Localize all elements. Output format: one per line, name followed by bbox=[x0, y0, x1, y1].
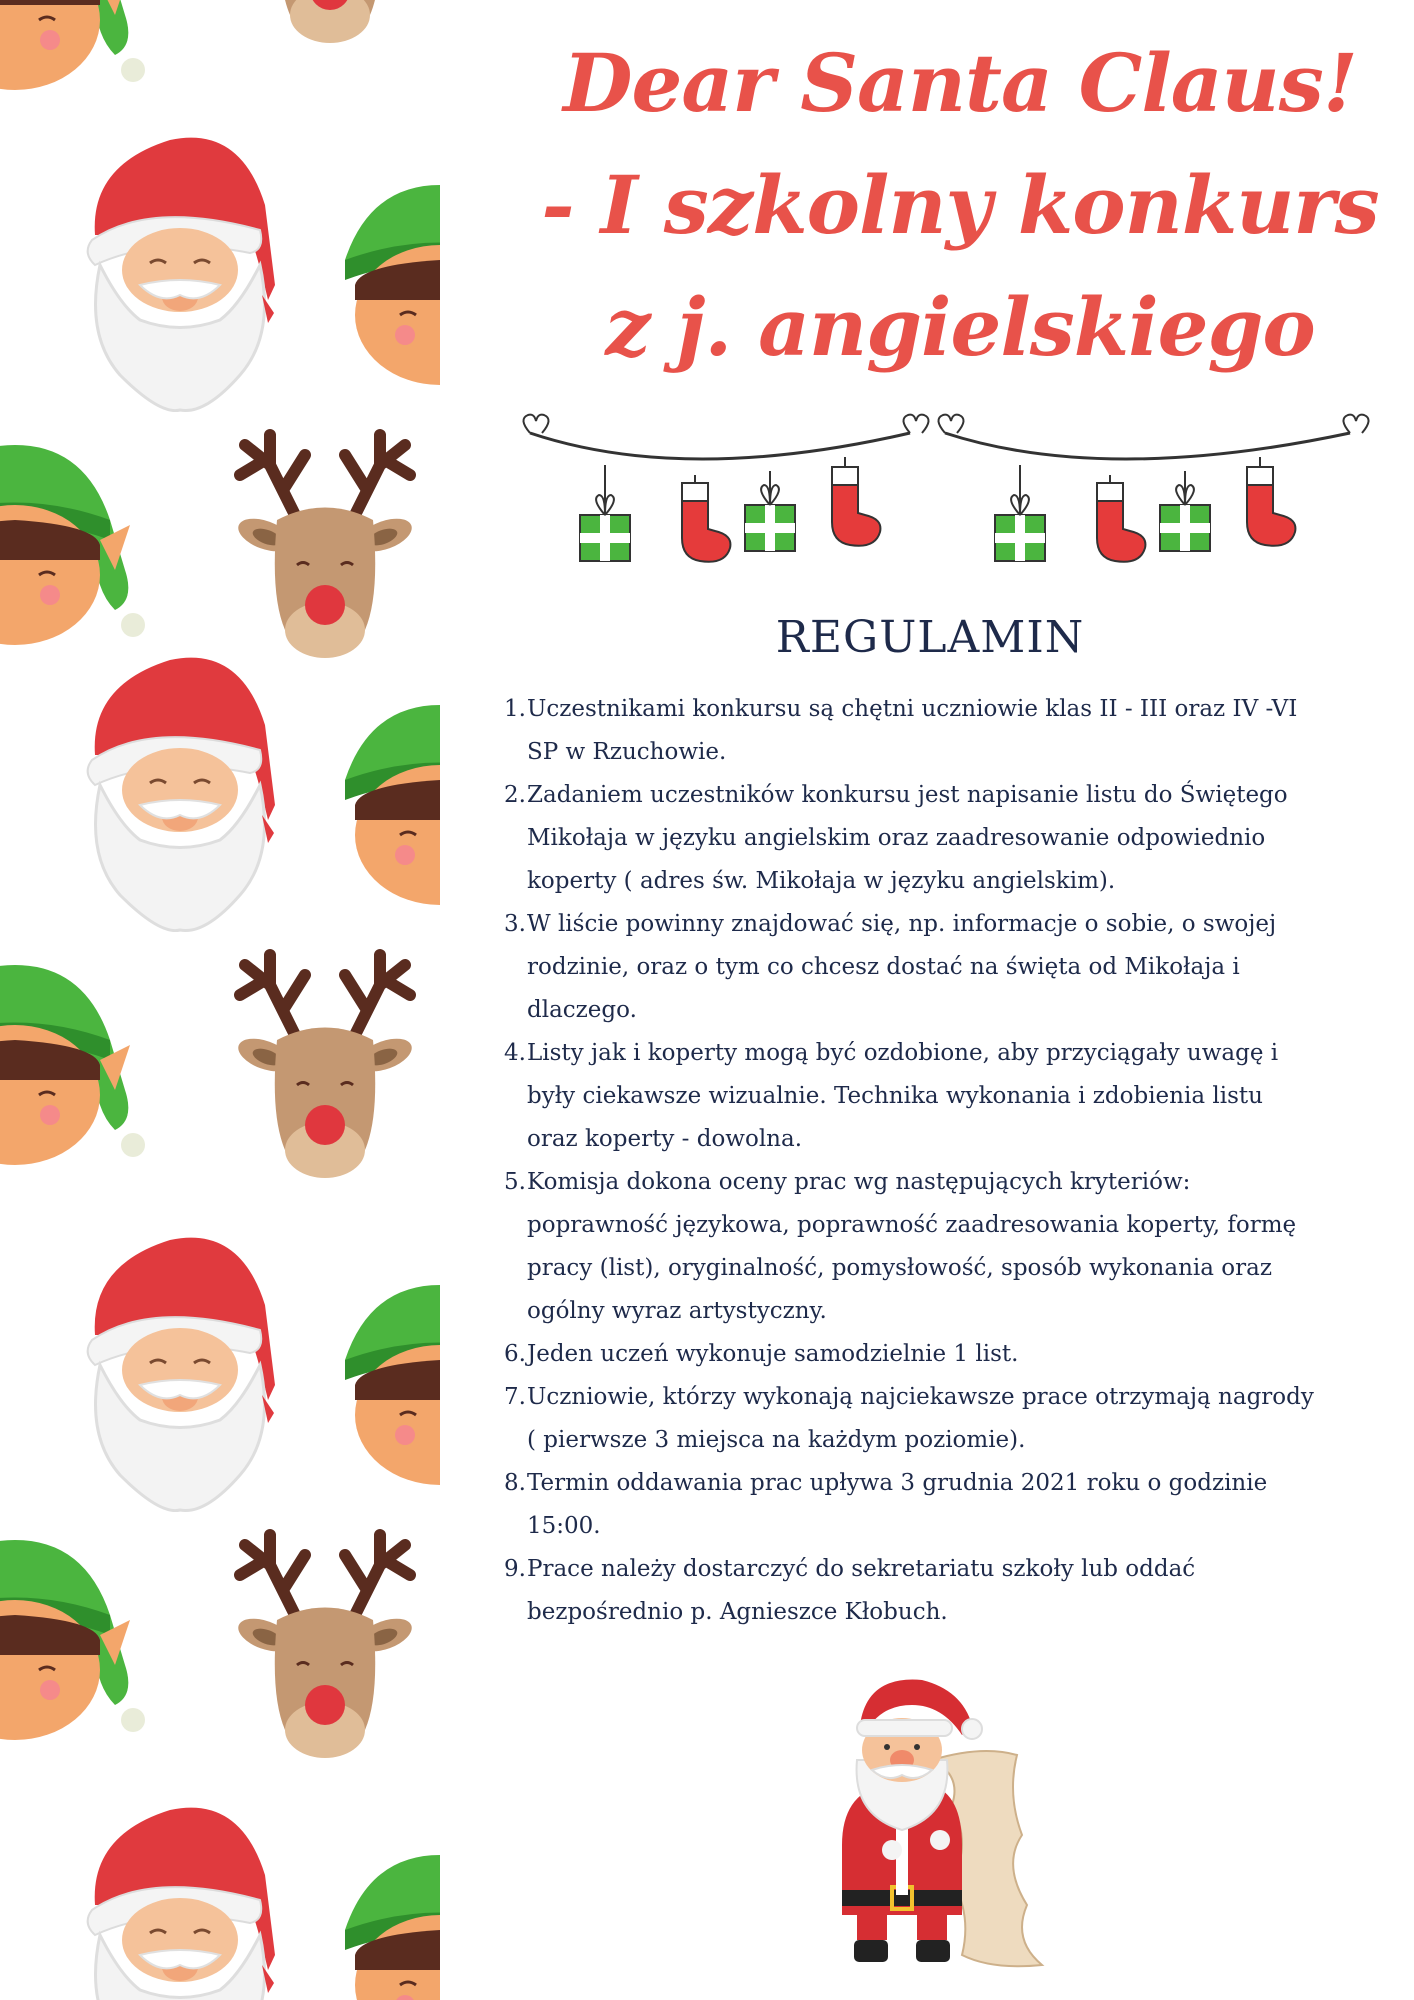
rule-text: Komisja dokona oceny prac wg następujących kryteriów: poprawność językowa, poprawność zaadresowania koperty, formę pracy (list), oryginalność, pomysłowość, sposób wykonania oraz ogólny wyraz artystyczny. bbox=[527, 1169, 1297, 1324]
rule-text: Uczestnikami konkursu są chętni uczniowie klas II - III oraz IV -VI SP w Rzuchowie. bbox=[527, 696, 1298, 765]
rule-item bbox=[490, 1376, 1370, 1462]
rule-item bbox=[490, 903, 1370, 1032]
rules-list bbox=[490, 688, 1370, 1634]
stocking-garland bbox=[520, 405, 1370, 590]
rule-number: 7. bbox=[504, 1384, 526, 1410]
rule-number: 2. bbox=[504, 782, 526, 808]
gift-icon bbox=[580, 495, 630, 561]
rule-number: 9. bbox=[504, 1556, 526, 1582]
pattern-svg bbox=[0, 0, 440, 2000]
rule-number: 8. bbox=[504, 1470, 526, 1496]
holiday-pattern bbox=[0, 0, 440, 2000]
rule-item bbox=[490, 1462, 1370, 1548]
rule-number: 4. bbox=[504, 1040, 526, 1066]
gift-icon bbox=[745, 485, 795, 551]
rule-text: W liście powinny znajdować się, np. informacje o sobie, o swojej rodzinie, oraz o tym co chcesz dostać na święta od Mikołaja i dlaczego. bbox=[527, 911, 1277, 1023]
rule-text: Uczniowie, którzy wykonają najciekawsze prace otrzymają nagrody ( pierwsze 3 miejsca na każdym poziomie). bbox=[527, 1384, 1314, 1453]
rule-item bbox=[490, 774, 1370, 903]
rules-heading: REGULAMIN bbox=[775, 612, 1085, 663]
rule-text: Jeden uczeń wykonuje samodzielnie 1 list. bbox=[527, 1341, 1019, 1367]
rule-text: Zadaniem uczestników konkursu jest napisanie listu do Świętego Mikołaja w języku angielskim oraz zaadresowanie odpowiednio koperty ( adres św. Mikołaja w języku angielskim). bbox=[527, 782, 1288, 894]
rule-item bbox=[490, 1161, 1370, 1333]
gift-icon bbox=[995, 495, 1045, 561]
rule-text: Listy jak i koperty mogą być ozdobione, aby przyciągały uwagę i były ciekawsze wizualnie. Technika wykonania i zdobienia listu oraz koperty - dowolna. bbox=[527, 1040, 1279, 1152]
rule-item bbox=[490, 1032, 1370, 1161]
stocking-icon bbox=[832, 467, 880, 546]
santa-scroll-svg bbox=[812, 1665, 1052, 1970]
santa-with-scroll-icon bbox=[812, 1665, 1052, 1970]
rule-item bbox=[490, 1548, 1370, 1634]
page-title bbox=[530, 22, 1390, 388]
garland-svg bbox=[520, 405, 1370, 590]
rule-number: 3. bbox=[504, 911, 526, 937]
stocking-icon bbox=[682, 483, 730, 562]
rule-text: Termin oddawania prac upływa 3 grudnia 2021 roku o godzinie 15:00. bbox=[527, 1470, 1268, 1539]
rule-number: 6. bbox=[504, 1341, 526, 1367]
title-line-1: Dear Santa Claus! bbox=[563, 36, 1357, 130]
rule-text: Prace należy dostarczyć do sekretariatu szkoły lub oddać bezpośrednio p. Agnieszce Kłobuch. bbox=[527, 1556, 1196, 1625]
title-line-2: - I szkolny konkurs bbox=[541, 158, 1379, 252]
stocking-icon bbox=[1247, 467, 1295, 546]
rule-item bbox=[490, 688, 1370, 774]
stocking-icon bbox=[1097, 483, 1145, 562]
rule-number: 1. bbox=[504, 696, 526, 722]
title-line-3: z j. angielskiego bbox=[605, 280, 1315, 374]
gift-icon bbox=[1160, 485, 1210, 551]
rule-item bbox=[490, 1333, 1370, 1376]
rule-number: 5. bbox=[504, 1169, 526, 1195]
